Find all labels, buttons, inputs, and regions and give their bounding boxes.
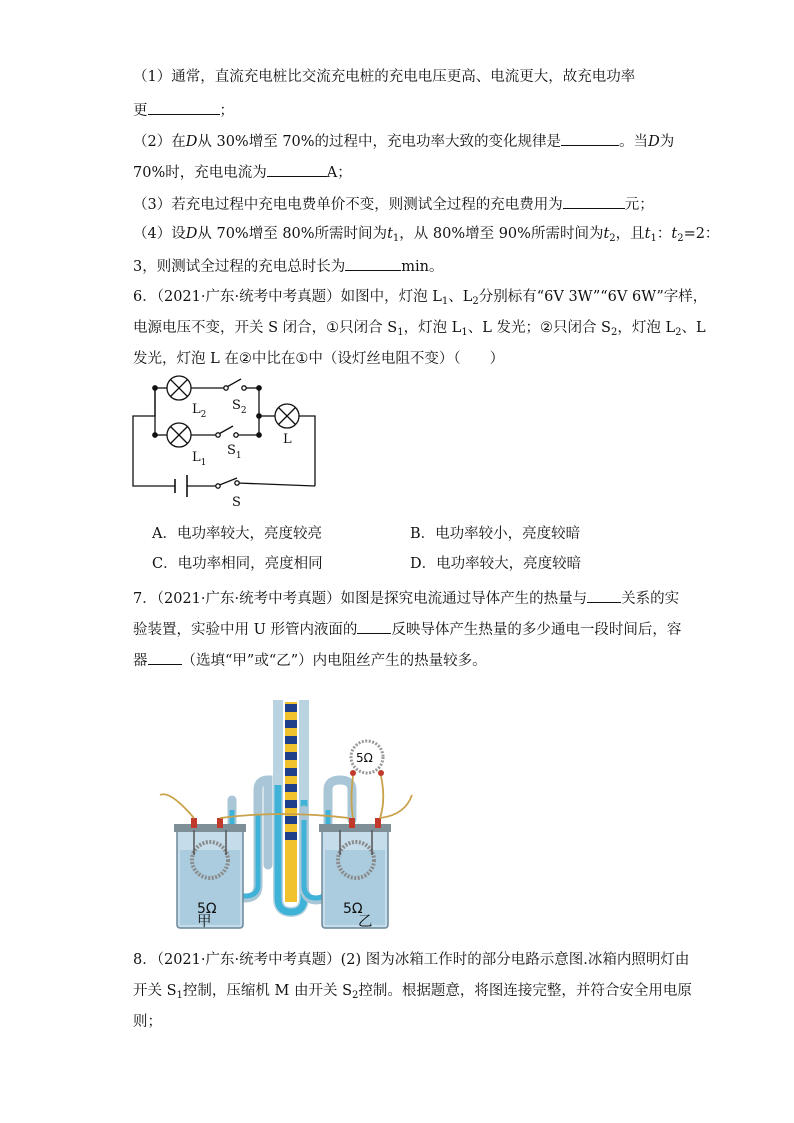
lamp-l2-icon	[167, 376, 191, 400]
q6-circuit-diagram	[125, 375, 325, 510]
q6-option-d[interactable]: D．电功率较大，亮度较暗	[410, 556, 582, 572]
q7-stem-line2: 验装置，实验中用 U 形管内液面的 反映导体产生热量的多少通电一段时间后，容	[133, 618, 681, 640]
q6-option-b[interactable]: B．电功率较小，亮度较暗	[410, 526, 581, 542]
answer-blank[interactable]	[148, 649, 182, 665]
answer-blank[interactable]	[357, 618, 391, 634]
label-s1: $S_1$	[227, 443, 242, 461]
q5-part4-line1: （4）设D从 70%增至 80%所需时间为$t_1$，从 80%增至 90%所需时间为$t_2$，且$t_1$：$t_2=2$：	[133, 226, 720, 244]
answer-blank[interactable]	[267, 161, 327, 177]
answer-blank[interactable]	[587, 587, 621, 603]
q5-part3: （3）若充电过程中充电电费单价不变，则测试全过程的充电费用为 元；	[133, 193, 654, 215]
q6-stem-line1: 6．（2021·广东·统考中考真题）如图中，灯泡 $L_1$、$L_2$分别标有“6V 3W”“6V 6W”字样，	[133, 289, 708, 307]
q6-stem-line3: 发光，灯泡 L 在②中比在①中（设灯丝电阻不变）（ ）	[133, 351, 505, 367]
answer-blank[interactable]	[563, 193, 625, 209]
resistor-left-label: 5Ω	[197, 901, 217, 917]
resistor-right-label: 5Ω	[343, 901, 363, 917]
q6-option-a[interactable]: A．电功率较大，亮度较亮	[152, 526, 322, 542]
q5-part2-line1: （2）在D从 30%增至 70%的过程中，充电功率大致的变化规律是 。当D为	[133, 130, 674, 152]
q5-part1-line1: （1）通常，直流充电桩比交流充电桩的充电电压更高、电流更大，故充电功率	[133, 69, 636, 85]
q6-option-c[interactable]: C．电功率相同，亮度相同	[152, 556, 323, 572]
q8-stem-line2: 开关 $S_1$控制，压缩机 M 由开关 $S_2$控制。根据题意，将图连接完整，并符合安全用电原	[133, 983, 692, 1001]
svg-text:5Ω: 5Ω	[356, 751, 373, 765]
container-label-jia: 甲	[197, 914, 212, 930]
q5-part1-line2: 更 ；	[133, 99, 234, 121]
label-s2: $S_2$	[232, 398, 247, 416]
answer-blank[interactable]	[345, 255, 401, 271]
lamp-l1-icon	[167, 423, 191, 447]
label-l1: $L_1$	[192, 450, 207, 468]
label-s: S	[232, 495, 241, 510]
label-l2: $L_2$	[192, 402, 207, 420]
q8-stem-line1: 8．（2021·广东·统考中考真题）(2) 图为冰箱工作时的部分电路示意图.冰箱内照明灯由	[133, 952, 690, 968]
answer-blank[interactable]	[561, 130, 619, 146]
label-l: L	[283, 432, 292, 447]
q5-part4-line2: 3，则测试全过程的充电总时长为 min。	[133, 255, 443, 277]
lamp-l-icon	[275, 404, 299, 428]
q7-stem-line3: 器 （选填“甲”或“乙”）内电阻丝产生的热量较多。	[133, 649, 487, 671]
container-label-yi: 乙	[358, 914, 373, 930]
q7-stem-line1: 7．（2021·广东·统考中考真题）如图是探究电流通过导体产生的热量与 关系的实	[133, 587, 679, 609]
container-yi	[319, 818, 391, 928]
q7-apparatus-illustration	[150, 690, 430, 940]
q6-stem-line2: 电源电压不变，开关 S 闭合，①只闭合 $S_1$，灯泡 $L_1$、L 发光；②只闭合 $S_2$，灯泡 $L_2$、L	[133, 320, 706, 338]
q5-part2-line2: 70%时，充电电流为 A；	[133, 161, 352, 183]
q8-stem-line3: 则；	[133, 1014, 162, 1030]
answer-blank[interactable]	[148, 99, 220, 115]
